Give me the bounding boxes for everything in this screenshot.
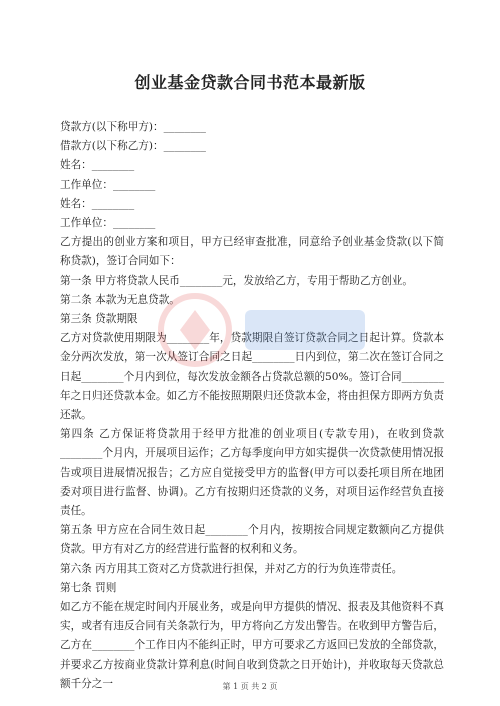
field-workplace-2: 工作单位：________ xyxy=(60,217,156,230)
field-lender: 贷款方(以下称甲方)：________ xyxy=(60,121,206,133)
contract-body xyxy=(60,118,444,694)
article-5: 第五条 甲方应在合同生效日起________个月内，按期按合同规定数额向乙方提供贷款。甲方有对乙方的经营进行监督的权利和义务。 xyxy=(60,524,444,556)
article-7-heading: 第七条 罚则 xyxy=(60,581,117,594)
article-1: 第一条 甲方将贷款人民币________元，发放给乙方，专用于帮助乙方创业。 xyxy=(60,274,413,287)
field-name-2: 姓名：________ xyxy=(60,197,135,210)
page-title: 创业基金贷款合同书范本最新版 xyxy=(134,73,366,92)
article-7-body: 如乙方不能在规定时间内开展业务，或是向甲方提供的情况、报表及其他资料不真实，或者有违反合同有关条款行为，甲方将向乙方发出警告。在收到甲方警告后，乙方在________个工作日内不能纠正时，甲方可要求乙方返回已发放的全部贷款，并要求乙方按商业贷款计算利息(时间自收到贷款之日开始计)，并收取每天贷款总额千分之一 xyxy=(60,601,444,690)
article-3-body: 乙方对贷款使用期限为________年，贷款期限自签订贷款合同之日起计算。贷款本金分两次发放，第一次从签订合同之日起________日内到位，第二次在签订合同之日起________个月内到位，每次发放金额各占贷款总额的50%。签订合同________年之日归还贷款本金。如乙方不能按照期限归还贷款本金，将由担保方即两方负责还款。 xyxy=(60,332,444,422)
intro-paragraph: 乙方提出的创业方案和项目，甲方已经审查批准，同意给予创业基金贷款(以下简称贷款)，签订合同如下： xyxy=(60,236,444,268)
field-name-1: 姓名：________ xyxy=(60,159,135,172)
article-2: 第二条 本款为无息贷款。 xyxy=(60,293,180,306)
field-borrower: 借款方(以下称乙方)：________ xyxy=(60,140,206,153)
page-number: 第 1 页 共 2 页 xyxy=(222,682,278,691)
article-6: 第六条 丙方用其工资对乙方贷款进行担保，并对乙方的行为负连带责任。 xyxy=(60,562,403,575)
article-3-heading: 第三条 贷款期限 xyxy=(60,313,138,326)
field-workplace-1: 工作单位：________ xyxy=(60,178,156,191)
article-4: 第四条 乙方保证将贷款用于经甲方批准的创业项目(专款专用)，在收到贷款________个月内，开展项目运作；乙方每季度向甲方如实提供一次贷款使用情况报告或项目进展情况报告；乙方应自觉接受甲方的监督(甲方可以委托项目所在地团委对项目进行监督、协调)。乙方有按期归还贷款的义务，对项目运作经营负直接责任。 xyxy=(60,428,444,518)
